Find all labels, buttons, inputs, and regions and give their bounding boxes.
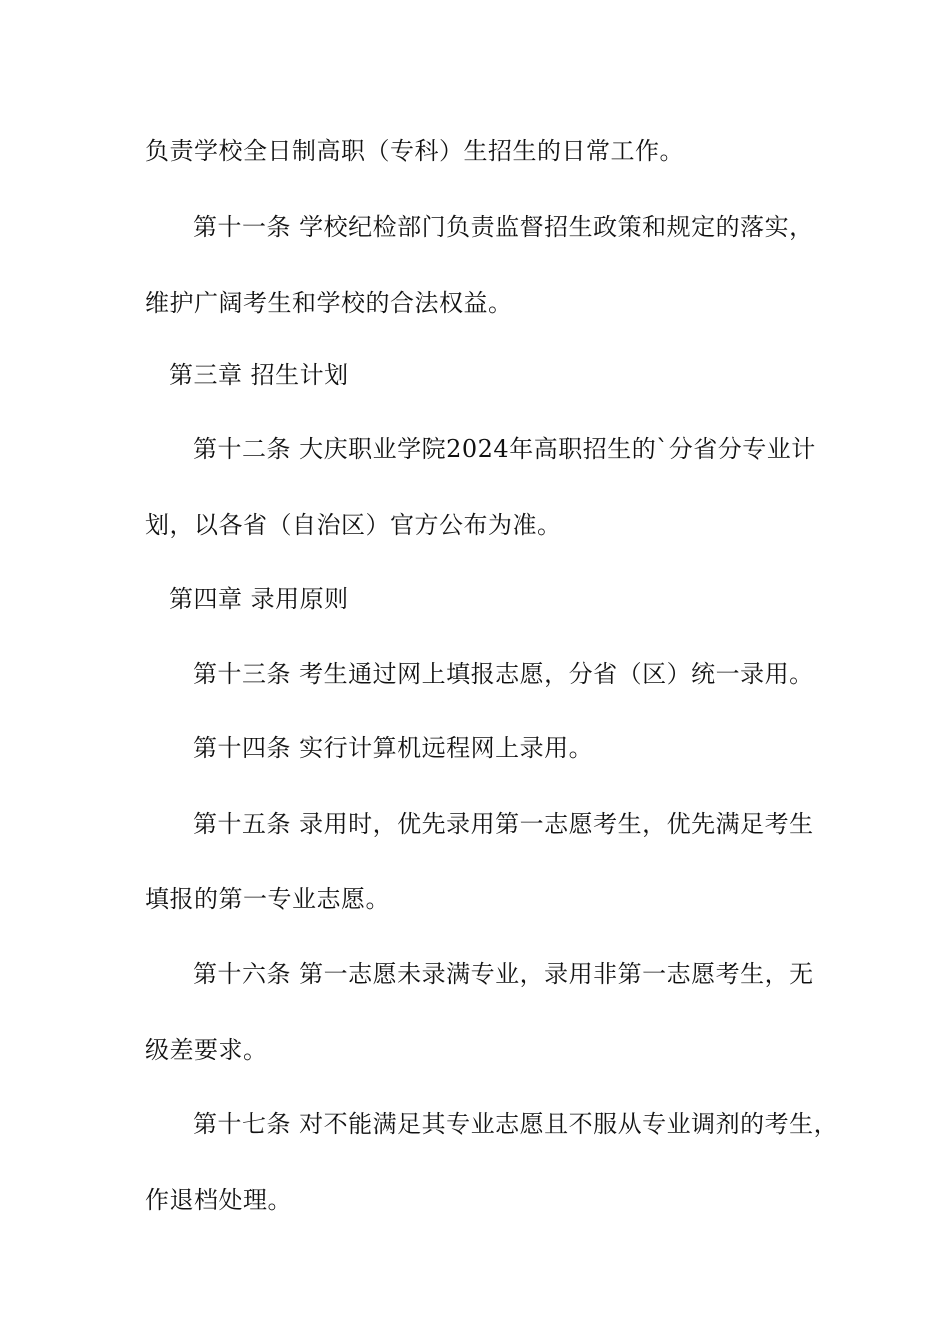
article-14-line: 第十四条 实行计算机远程网上录用。 [193,734,594,762]
text-line: 负责学校全日制高职（专科）生招生的日常工作。 [145,137,684,165]
article-12-line: 第十二条 大庆职业学院2024年高职招生的`分省分专业计 [193,435,816,463]
text-line: 填报的第一专业志愿。 [145,885,390,913]
article-15-line: 第十五条 录用时，优先录用第一志愿考生，优先满足考生 [193,810,814,838]
text-line: 级差要求。 [145,1036,268,1064]
chapter-4-heading: 第四章 录用原则 [169,585,349,613]
article-17-line: 第十七条 对不能满足其专业志愿且不服从专业调剂的考生， [193,1110,839,1138]
article-13-line: 第十三条 考生通过网上填报志愿，分省（区）统一录用。 [193,660,814,688]
article-16-line: 第十六条 第一志愿未录满专业，录用非第一志愿考生，无 [193,960,814,988]
text-line: 划，以各省（自治区）官方公布为准。 [145,511,562,539]
text-line: 作退档处理。 [145,1186,292,1214]
text-line: 维护广阔考生和学校的合法权益。 [145,289,513,317]
chapter-3-heading: 第三章 招生计划 [169,361,349,389]
article-11-line: 第十一条 学校纪检部门负责监督招生政策和规定的落实， [193,213,814,241]
